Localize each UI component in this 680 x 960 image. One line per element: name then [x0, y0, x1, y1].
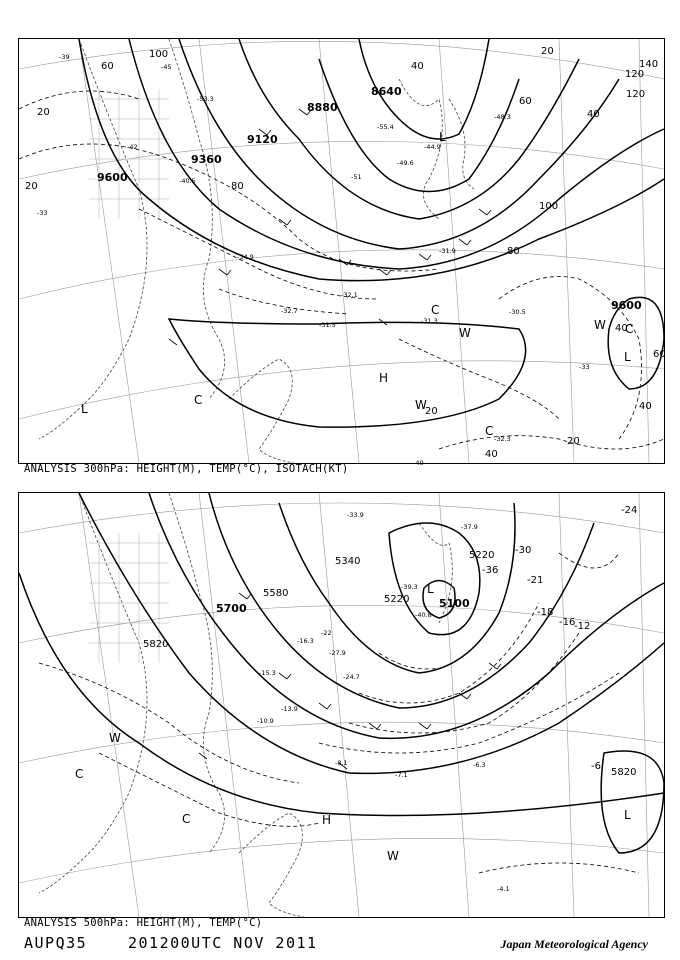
height-label: 5220	[384, 594, 410, 605]
temp-label: -30	[515, 545, 532, 556]
isotherms-500	[39, 553, 639, 873]
height-label: 5100	[439, 597, 470, 610]
temp-label: -40.5	[179, 177, 196, 185]
temp-label: -51	[351, 173, 362, 181]
isotach-label: 40	[587, 109, 600, 120]
height-label: 8880	[307, 101, 338, 114]
temp-label: -32.3	[494, 435, 511, 443]
temp-label: -53.3	[197, 95, 214, 103]
low-pressure-symbol: L	[427, 582, 434, 596]
temp-label: -6.3	[473, 761, 486, 769]
temp-label: -55.4	[377, 123, 394, 131]
warm-symbol: W	[415, 398, 427, 412]
temp-label: -40	[413, 459, 424, 467]
temp-label: -16	[559, 617, 576, 628]
temp-label: -12	[574, 621, 591, 632]
temp-label: -22	[321, 629, 332, 637]
temp-label: -31.5	[319, 321, 336, 329]
temp-label: -6	[591, 761, 601, 772]
warm-symbol: W	[459, 326, 471, 340]
terrain-300	[89, 89, 169, 219]
cold-symbol: C	[485, 424, 494, 438]
temp-label: -18	[537, 607, 554, 618]
temp-label: -32.1	[341, 291, 358, 299]
temp-label: -45	[161, 63, 172, 71]
isotach-label: 20	[567, 436, 580, 447]
temp-label: -39	[59, 53, 70, 61]
height-contours-500	[19, 493, 664, 853]
cold-symbol: C	[625, 322, 634, 336]
chart-500hpa	[18, 492, 665, 918]
isotach-label: 20	[425, 406, 438, 417]
temp-label: -36	[482, 565, 499, 576]
isotach-label: 120	[626, 89, 646, 100]
isotach-label: 60	[519, 96, 532, 107]
height-label: 9600	[97, 171, 128, 184]
cold-symbol: C	[431, 303, 440, 317]
height-label: 5580	[263, 588, 289, 599]
temp-label: -49.6	[397, 159, 414, 167]
temp-label: -30.5	[509, 308, 526, 316]
temp-label: -7.1	[395, 771, 408, 779]
isotach-label: 60	[653, 349, 666, 360]
temp-label: -27.9	[329, 649, 346, 657]
temp-label: -15.3	[259, 669, 276, 677]
isotach-label: 120	[625, 69, 645, 80]
temp-label: -13.9	[281, 705, 298, 713]
temp-label: -8.1	[335, 759, 348, 767]
cold-symbol: C	[182, 812, 191, 826]
temp-label: -24.7	[343, 673, 360, 681]
temp-label: -31.9	[439, 247, 456, 255]
isotach-label: 80	[231, 181, 244, 192]
valid-time: 201200UTC NOV 2011	[128, 934, 318, 952]
high-pressure-symbol: H	[379, 371, 389, 385]
height-label: 9120	[247, 133, 278, 146]
temp-label: -21	[527, 575, 544, 586]
low-pressure-symbol: L	[439, 130, 446, 144]
temp-label: -33	[579, 363, 590, 371]
isotach-label: 40	[639, 401, 652, 412]
isotach-label: 140	[639, 59, 659, 70]
chart-code: AUPQ35	[24, 934, 88, 952]
height-label: 5220	[469, 550, 495, 561]
isotach-label: 40	[485, 449, 498, 460]
height-label: 5820	[611, 767, 637, 778]
wind-barbs-500	[199, 593, 501, 769]
temp-label: -42	[127, 143, 138, 151]
cold-symbol: C	[194, 393, 203, 407]
temp-label: -44.9	[424, 143, 441, 151]
temp-label: -33	[37, 209, 48, 217]
warm-symbol: W	[387, 849, 399, 863]
height-label: 9600	[611, 299, 642, 312]
temp-label: -10.9	[257, 717, 274, 725]
warm-symbol: W	[594, 318, 606, 332]
graticule-300	[19, 39, 664, 463]
temp-label: -48.3	[494, 113, 511, 121]
low-pressure-symbol: L	[81, 402, 88, 416]
isotach-label: 100	[539, 201, 559, 212]
height-label: 8640	[371, 85, 402, 98]
isotach-label: 20	[541, 46, 554, 57]
isotach-label: 20	[37, 107, 50, 118]
isotach-label: 80	[507, 246, 520, 257]
isotach-label: 40	[615, 323, 628, 334]
height-label: 5700	[216, 602, 247, 615]
chart-300hpa-caption: ANALYSIS 300hPa: HEIGHT(M), TEMP(°C), ISOTACH(KT)	[24, 463, 349, 475]
temp-label: -39.3	[401, 583, 418, 591]
temp-label: -4.1	[497, 885, 510, 893]
temp-label: -40.8	[415, 611, 432, 619]
temp-label: -34.9	[237, 253, 254, 261]
low-pressure-symbol: L	[624, 808, 631, 822]
map-300hpa	[19, 39, 666, 467]
height-label: 5820	[143, 639, 169, 650]
map-500hpa	[19, 493, 664, 917]
warm-symbol: W	[109, 731, 121, 745]
temp-label: -32.7	[281, 307, 298, 315]
chart-500hpa-caption: ANALYSIS 500hPa: HEIGHT(M), TEMP(°C)	[24, 917, 263, 929]
isotach-label: 20	[25, 181, 38, 192]
temp-label: -24	[621, 505, 638, 516]
height-label: 5340	[335, 556, 361, 567]
low-pressure-symbol: L	[624, 350, 631, 364]
isotach-label: 40	[411, 61, 424, 72]
temp-label: -31.3	[421, 317, 438, 325]
temp-label: -37.9	[461, 523, 478, 531]
high-pressure-symbol: H	[322, 813, 332, 827]
wind-barbs-300	[169, 109, 491, 345]
agency-name: Japan Meteorological Agency	[500, 937, 648, 951]
cold-symbol: C	[75, 767, 84, 781]
temp-label: -16.3	[297, 637, 314, 645]
height-label: 9360	[191, 153, 222, 166]
isotach-label: 100	[149, 49, 169, 60]
chart-300hpa	[18, 38, 666, 467]
isotach-label: 60	[101, 61, 114, 72]
temp-label: -33.9	[347, 511, 364, 519]
